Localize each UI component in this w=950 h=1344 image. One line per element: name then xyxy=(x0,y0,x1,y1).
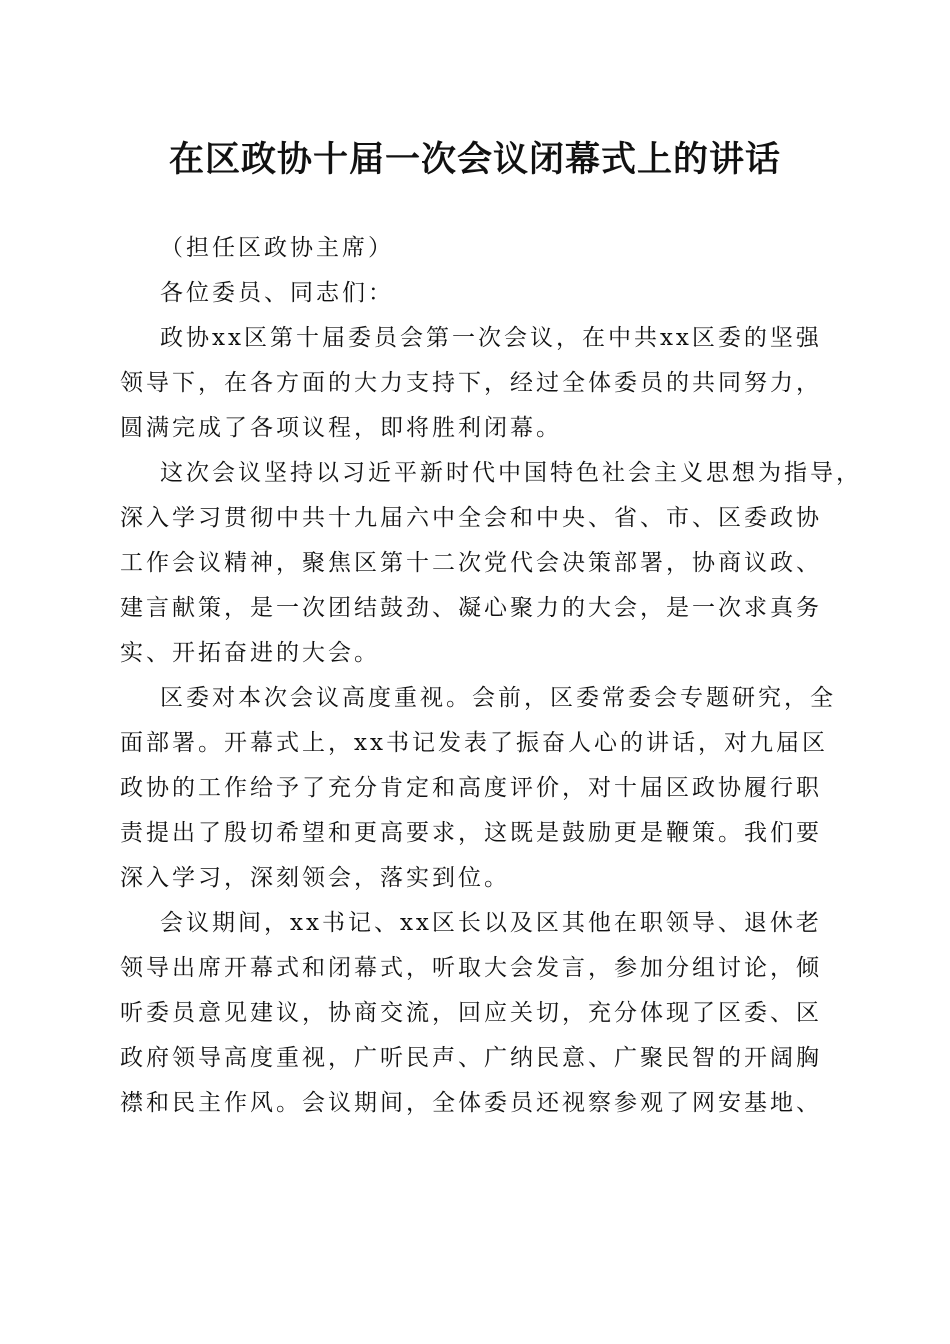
paragraph-line: 面部署。开幕式上，xx书记发表了振奋人心的讲话，对九届区 xyxy=(120,730,828,756)
paragraph-line: 听委员意见建议，协商交流，回应关切，充分体现了区委、区 xyxy=(120,1000,822,1026)
paragraph-line: 政府领导高度重视，广听民声、广纳民意、广聚民智的开阔胸 xyxy=(120,1045,822,1071)
paragraph-line: 会议期间，xx书记、xx区长以及区其他在职领导、退休老 xyxy=(160,910,822,936)
paragraph-line: 襟和民主作风。会议期间，全体委员还视察参观了网安基地、 xyxy=(120,1090,822,1116)
paragraph-line: 圆满完成了各项议程，即将胜利闭幕。 xyxy=(120,415,562,441)
paragraph-line: 深入学习贯彻中共十九届六中全会和中央、省、市、区委政协 xyxy=(120,505,822,531)
paragraph-line: 这次会议坚持以习近平新时代中国特色社会主义思想为指导， xyxy=(160,460,862,486)
paragraph-line: 领导下，在各方面的大力支持下，经过全体委员的共同努力， xyxy=(120,370,822,396)
paragraph-line: 责提出了殷切希望和更高要求，这既是鼓励更是鞭策。我们要 xyxy=(120,820,822,846)
paragraph-2 xyxy=(120,451,862,676)
paragraph-line: 政协xx区第十届委员会第一次会议，在中共xx区委的坚强 xyxy=(160,325,822,351)
subtitle: （担任区政协主席） xyxy=(160,235,394,261)
document-title: 在区政协十届一次会议闭幕式上的讲话 xyxy=(168,139,781,180)
paragraph-line: 建言献策，是一次团结鼓劲、凝心聚力的大会，是一次求真务 xyxy=(120,595,822,621)
paragraph-line: 区委对本次会议高度重视。会前，区委常委会专题研究，全 xyxy=(160,685,836,711)
paragraph-1 xyxy=(120,316,836,451)
paragraph-line: 工作会议精神，聚焦区第十二次党代会决策部署，协商议政、 xyxy=(120,550,822,576)
paragraph-line: 领导出席开幕式和闭幕式，听取大会发言，参加分组讨论，倾 xyxy=(120,955,822,981)
paragraph-line: 政协的工作给予了充分肯定和高度评价，对十届区政协履行职 xyxy=(120,775,822,801)
document-body xyxy=(120,226,862,1126)
salutation: 各位委员、同志们： xyxy=(160,280,394,306)
paragraph-3 xyxy=(120,676,836,901)
paragraph-line: 实、开拓奋进的大会。 xyxy=(120,640,380,666)
paragraph-line: 深入学习，深刻领会，落实到位。 xyxy=(120,865,510,891)
paragraph-4 xyxy=(120,901,836,1126)
